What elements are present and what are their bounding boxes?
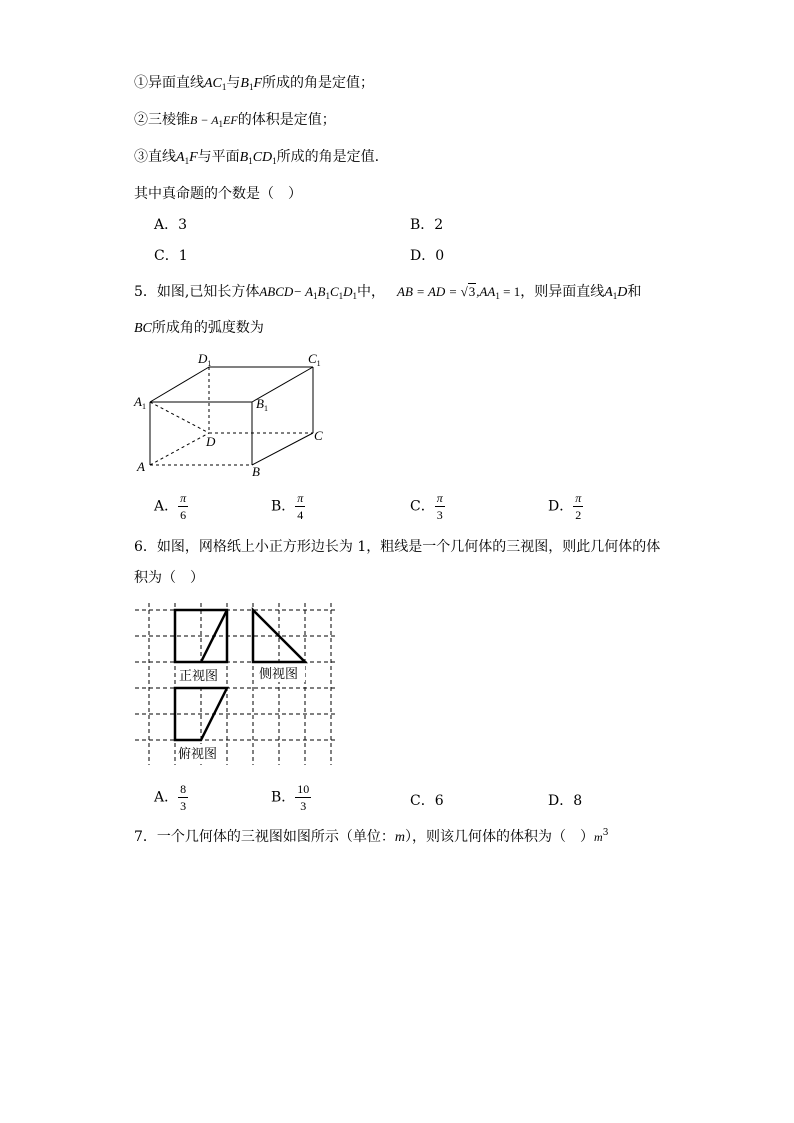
question-5-line2: BC所成角的弧度数为	[134, 320, 264, 336]
label-c1: $C_1$	[308, 351, 321, 368]
q4-option-a[interactable]: A．3	[154, 217, 188, 233]
q5-option-d[interactable]: D． $\frac{\pi}{2}$	[548, 491, 582, 522]
question-6-line1: 6．如图，网格纸上小正方形边长为 1，粗线是一个几何体的三视图，则此几何体的体	[134, 539, 661, 555]
label-a1: $A_1$	[134, 394, 146, 411]
q6-option-d[interactable]: D．8	[548, 793, 583, 809]
label-b: B	[252, 464, 260, 479]
statement-2: ②三棱锥$B - A_1EF$的体积是定值；	[134, 112, 336, 129]
question-4-prompt: 其中真命题的个数是（ ）	[134, 186, 302, 202]
q6-option-c[interactable]: C．6	[410, 793, 444, 809]
question-6-line2: 积为（ ）	[134, 570, 204, 586]
label-a: A	[137, 459, 145, 474]
top-view-label: 俯视图	[178, 746, 218, 761]
q6-option-a[interactable]: A． $\frac{8}{3}$	[154, 782, 187, 813]
label-d: D	[206, 434, 216, 449]
q4-option-c[interactable]: C．1	[154, 248, 188, 264]
q5-option-b[interactable]: B． $\frac{\pi}{4}$	[271, 491, 304, 522]
question-7: 7．一个几何体的三视图如图所示（单位：m），则该几何体的体积为（ ）$m^3$	[134, 828, 609, 845]
cuboid-figure	[130, 345, 330, 480]
label-d1: $D_1$	[198, 351, 212, 368]
statement-3: ③直线$A_1F$与平面$B_1CD_1$所成的角是定值.	[134, 149, 380, 166]
statement-1: ①异面直线$AC_1$与$B_1F$所成的角是定值；	[134, 75, 375, 92]
side-view-label: 侧视图	[259, 666, 299, 681]
label-b1: $B_1$	[256, 396, 268, 413]
q4-option-b[interactable]: B．2	[410, 217, 444, 233]
question-5-line1: 5．如图,已知长方体ABCD− $A_1B_1C_1D_1$中， AB = AD = $√3,AA_1 = 1$，则异面直线$A_1D$和	[134, 284, 642, 301]
front-view-label: 正视图	[179, 668, 219, 683]
q5-option-c[interactable]: C． $\frac{\pi}{3}$	[410, 491, 443, 522]
label-c: C	[314, 428, 323, 443]
q5-option-a[interactable]: A． $\frac{\pi}{6}$	[154, 491, 187, 522]
q6-option-b[interactable]: B． $\frac{10}{3}$	[271, 782, 310, 813]
three-view-figure	[135, 600, 335, 768]
q4-option-d[interactable]: D．0	[410, 248, 445, 264]
